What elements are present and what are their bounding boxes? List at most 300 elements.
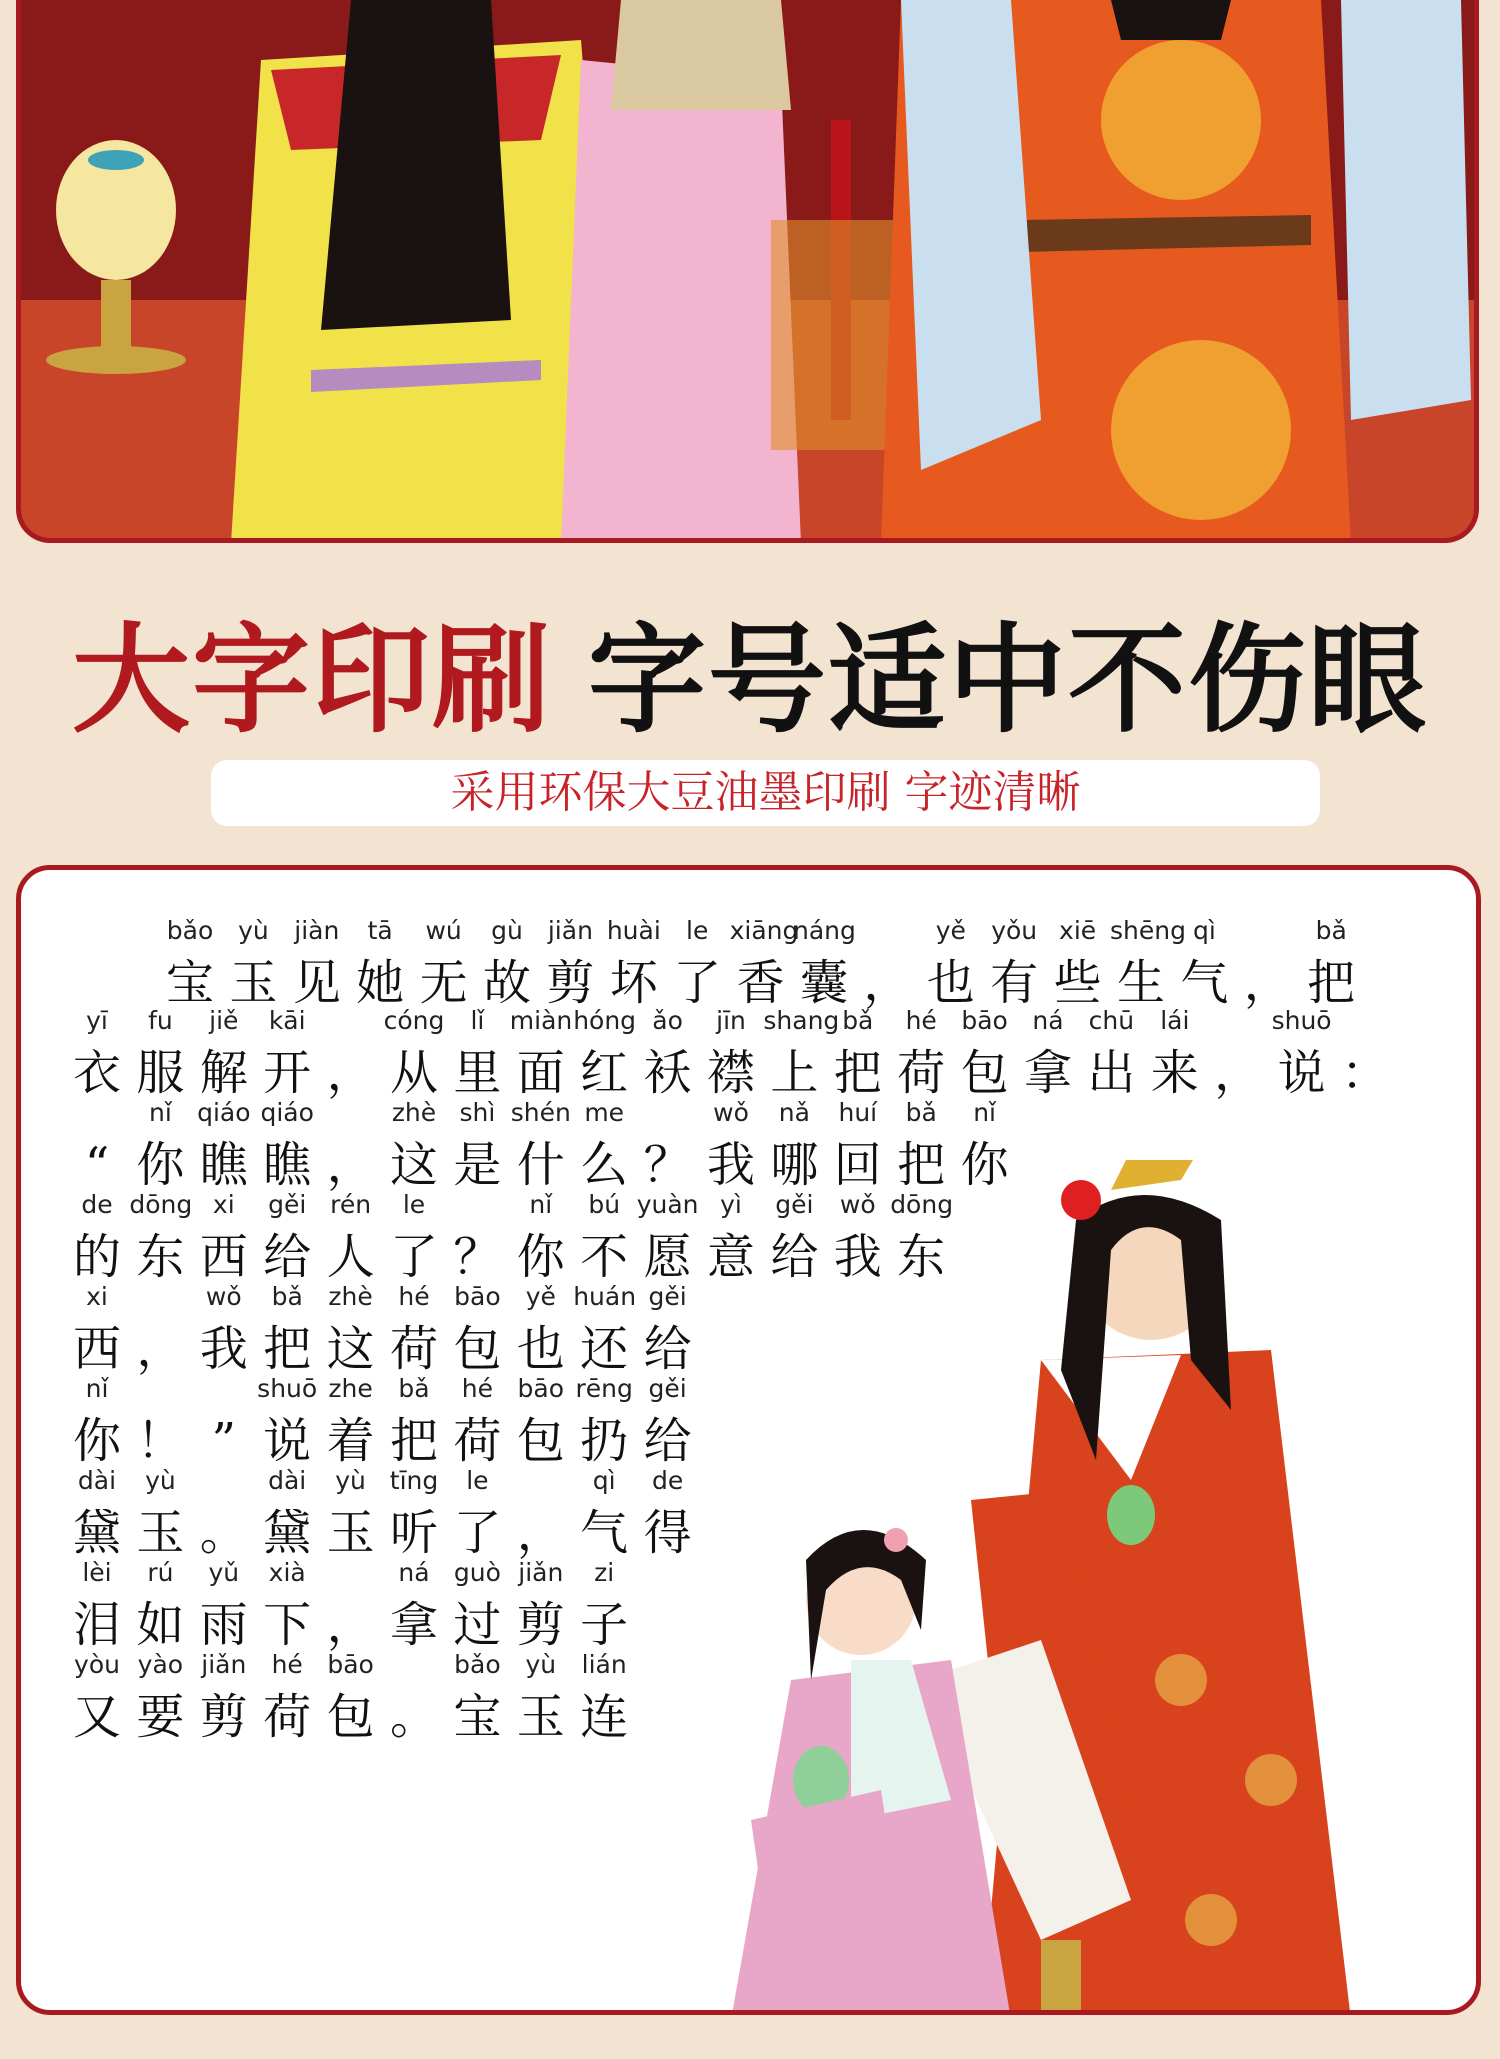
hanzi: ， bbox=[326, 1137, 375, 1193]
hanzi-with-pinyin bbox=[827, 1184, 889, 1288]
pinyin: yě bbox=[935, 916, 966, 945]
hanzi: 也 bbox=[516, 1321, 565, 1377]
hanzi-with-pinyin bbox=[763, 1184, 825, 1288]
pinyin: xiē bbox=[1059, 916, 1097, 945]
hanzi: 雨 bbox=[199, 1597, 248, 1653]
pinyin: jiàn bbox=[294, 916, 340, 945]
hanzi: 东 bbox=[136, 1229, 185, 1285]
hanzi: 连 bbox=[580, 1689, 629, 1745]
pinyin: hé bbox=[461, 1374, 493, 1403]
pinyin: jīn bbox=[716, 1006, 746, 1035]
hanzi-with-pinyin bbox=[573, 1552, 635, 1656]
hanzi: 剪 bbox=[199, 1689, 248, 1745]
hanzi-with-pinyin bbox=[476, 910, 538, 1014]
hanzi: 剪 bbox=[546, 955, 595, 1011]
hanzi: 扔 bbox=[580, 1413, 629, 1469]
pinyin bbox=[193, 1460, 255, 1502]
hanzi-with-pinyin bbox=[383, 1368, 445, 1472]
hanzi: ？ bbox=[453, 1229, 502, 1285]
hanzi-with-pinyin bbox=[729, 910, 799, 1014]
hanzi: 我 bbox=[199, 1321, 248, 1377]
pinyin bbox=[193, 1368, 255, 1410]
hanzi-with-pinyin bbox=[66, 1276, 128, 1380]
hanzi-with-pinyin bbox=[129, 1644, 191, 1748]
hanzi-with-pinyin bbox=[573, 1460, 635, 1564]
hanzi-with-pinyin bbox=[637, 1460, 699, 1564]
hanzi: 要 bbox=[136, 1689, 185, 1745]
pinyin: lǐ bbox=[470, 1006, 485, 1035]
pinyin bbox=[1334, 1000, 1396, 1042]
hanzi-with-pinyin bbox=[222, 910, 284, 1014]
pinyin: shēng bbox=[1110, 916, 1186, 945]
hanzi: 衣 bbox=[72, 1045, 121, 1101]
hanzi: ： bbox=[1340, 1045, 1389, 1101]
hanzi: 来 bbox=[1150, 1045, 1199, 1101]
hanzi: 面 bbox=[516, 1045, 565, 1101]
hanzi-with-pinyin bbox=[256, 1092, 318, 1196]
hanzi-with-pinyin bbox=[129, 1092, 191, 1196]
top-illustration bbox=[16, 0, 1479, 543]
hanzi: 我 bbox=[833, 1229, 882, 1285]
headline-red-part: 大字印刷 bbox=[71, 611, 552, 749]
hanzi: 坏 bbox=[609, 955, 658, 1011]
hanzi: 把 bbox=[1307, 955, 1356, 1011]
hanzi: 又 bbox=[72, 1689, 121, 1745]
hanzi: ！ bbox=[136, 1413, 185, 1469]
hanzi-with-pinyin bbox=[129, 1460, 191, 1564]
hanzi: 这 bbox=[389, 1137, 438, 1193]
hanzi: 黛 bbox=[72, 1505, 121, 1561]
pinyin: fu bbox=[148, 1006, 173, 1035]
pinyin: nǐ bbox=[85, 1374, 109, 1403]
hanzi: 她 bbox=[356, 955, 405, 1011]
hanzi: 从 bbox=[389, 1045, 438, 1101]
hanzi: 得 bbox=[643, 1505, 692, 1561]
hanzi-with-pinyin bbox=[66, 1644, 128, 1748]
hanzi: 解 bbox=[199, 1045, 248, 1101]
pinyin: ǎo bbox=[652, 1006, 683, 1035]
hanzi-with-pinyin bbox=[129, 1552, 191, 1656]
hanzi: 开 bbox=[263, 1045, 312, 1101]
hanzi-with-pinyin bbox=[510, 1644, 572, 1748]
hanzi: 西 bbox=[72, 1321, 121, 1377]
pinyin: bāo bbox=[961, 1006, 1008, 1035]
pinyin: xi bbox=[212, 1190, 235, 1219]
hanzi: 哪 bbox=[770, 1137, 819, 1193]
hanzi-with-pinyin bbox=[637, 1276, 699, 1380]
hanzi-with-pinyin bbox=[573, 1276, 635, 1380]
hanzi: 是 bbox=[453, 1137, 502, 1193]
pinyin: hé bbox=[271, 1650, 303, 1679]
hanzi-with-pinyin bbox=[954, 1092, 1016, 1196]
pinyin: xiāng bbox=[729, 916, 799, 945]
pinyin: tīng bbox=[389, 1466, 439, 1495]
hanzi: ， bbox=[326, 1597, 375, 1653]
hanzi-with-pinyin bbox=[1300, 910, 1362, 1014]
pinyin: zhè bbox=[328, 1282, 373, 1311]
pinyin: yǒu bbox=[991, 916, 1038, 945]
pinyin: xi bbox=[86, 1282, 108, 1311]
pinyin: huí bbox=[838, 1098, 878, 1127]
pinyin: yì bbox=[720, 1190, 742, 1219]
hanzi: 听 bbox=[389, 1505, 438, 1561]
hanzi-with-pinyin bbox=[1207, 1000, 1269, 1104]
pinyin: shì bbox=[459, 1098, 496, 1127]
pinyin: hóng bbox=[573, 1006, 637, 1035]
hanzi-with-pinyin bbox=[193, 1184, 255, 1288]
pinyin: zi bbox=[594, 1558, 615, 1587]
subtitle-pill: 采用环保大豆油墨印刷 字迹清晰 bbox=[211, 760, 1320, 826]
hanzi-with-pinyin bbox=[383, 1184, 445, 1288]
pinyin: shén bbox=[510, 1098, 571, 1127]
hanzi-with-pinyin bbox=[320, 1368, 382, 1472]
hanzi: 玉 bbox=[229, 955, 278, 1011]
hanzi-with-pinyin bbox=[1173, 910, 1235, 1014]
hanzi-with-pinyin bbox=[383, 1460, 445, 1564]
hanzi-with-pinyin bbox=[637, 1368, 699, 1472]
pinyin: huài bbox=[606, 916, 661, 945]
hanzi: 玉 bbox=[516, 1689, 565, 1745]
hanzi: ？ bbox=[643, 1137, 692, 1193]
hanzi-with-pinyin bbox=[573, 1184, 635, 1288]
pinyin bbox=[66, 1092, 128, 1134]
headline bbox=[0, 611, 1500, 749]
hanzi: 拿 bbox=[389, 1597, 438, 1653]
hanzi-with-pinyin bbox=[637, 1092, 699, 1196]
hanzi: ， bbox=[1214, 1045, 1263, 1101]
hanzi-with-pinyin bbox=[193, 1276, 255, 1380]
hanzi-with-pinyin bbox=[349, 910, 411, 1014]
hanzi-with-pinyin bbox=[890, 1184, 952, 1288]
hanzi-with-pinyin bbox=[446, 1552, 508, 1656]
pinyin: rēng bbox=[575, 1374, 633, 1403]
hanzi-with-pinyin bbox=[793, 910, 855, 1014]
pinyin bbox=[637, 1092, 699, 1134]
pinyin: cóng bbox=[383, 1006, 445, 1035]
hanzi-with-pinyin bbox=[66, 1000, 128, 1104]
hanzi: 瞧 bbox=[199, 1137, 248, 1193]
hanzi: 里 bbox=[453, 1045, 502, 1101]
hanzi-with-pinyin bbox=[700, 1184, 762, 1288]
hanzi-with-pinyin bbox=[827, 1092, 889, 1196]
hanzi-with-pinyin bbox=[66, 1184, 128, 1288]
pinyin: ná bbox=[398, 1558, 430, 1587]
hanzi-with-pinyin bbox=[383, 1276, 445, 1380]
pinyin: le bbox=[686, 916, 709, 945]
pinyin: le bbox=[402, 1190, 426, 1219]
pinyin: jiǎn bbox=[201, 1650, 247, 1679]
pinyin: wǒ bbox=[839, 1190, 876, 1219]
hanzi-with-pinyin bbox=[383, 1644, 445, 1748]
pinyin: nǐ bbox=[973, 1098, 996, 1127]
hanzi-with-pinyin bbox=[856, 910, 918, 1014]
hanzi: 荷 bbox=[263, 1689, 312, 1745]
hanzi: 着 bbox=[326, 1413, 375, 1469]
hanzi-with-pinyin bbox=[763, 1092, 825, 1196]
pinyin: bǎ bbox=[398, 1374, 430, 1403]
pinyin: lèi bbox=[82, 1558, 112, 1587]
hanzi-with-pinyin bbox=[827, 1000, 889, 1104]
hanzi: 下 bbox=[263, 1597, 312, 1653]
pinyin: dōng bbox=[129, 1190, 193, 1219]
pinyin: tā bbox=[367, 916, 393, 945]
hanzi-with-pinyin bbox=[320, 1552, 382, 1656]
hanzi: 了 bbox=[389, 1229, 438, 1285]
pinyin: hé bbox=[905, 1006, 937, 1035]
hanzi-with-pinyin bbox=[129, 1000, 191, 1104]
hanzi-with-pinyin bbox=[320, 1184, 382, 1288]
pinyin: qiáo bbox=[197, 1098, 251, 1127]
hanzi: 红 bbox=[580, 1045, 629, 1101]
hanzi-with-pinyin bbox=[256, 1460, 318, 1564]
hanzi: 子 bbox=[580, 1597, 629, 1653]
pinyin: kāi bbox=[268, 1006, 306, 1035]
hanzi-with-pinyin bbox=[573, 1368, 635, 1472]
hanzi-with-pinyin bbox=[446, 1184, 508, 1288]
pinyin: xià bbox=[268, 1558, 306, 1587]
pinyin: bāo bbox=[454, 1282, 501, 1311]
hanzi: 玉 bbox=[326, 1505, 375, 1561]
hanzi-with-pinyin bbox=[193, 1644, 255, 1748]
hanzi-with-pinyin bbox=[320, 1460, 382, 1564]
hanzi-with-pinyin bbox=[320, 1644, 382, 1748]
hanzi-with-pinyin bbox=[256, 1184, 318, 1288]
pinyin: bǎ bbox=[271, 1282, 303, 1311]
pinyin: chū bbox=[1088, 1006, 1135, 1035]
hanzi: ” bbox=[211, 1413, 237, 1469]
hanzi: 宝 bbox=[453, 1689, 502, 1745]
pinyin: nǐ bbox=[148, 1098, 172, 1127]
pinyin: bú bbox=[588, 1190, 621, 1219]
hanzi: 上 bbox=[770, 1045, 819, 1101]
hanzi: 我 bbox=[706, 1137, 755, 1193]
pinyin: bāo bbox=[327, 1650, 374, 1679]
hanzi-with-pinyin bbox=[413, 910, 475, 1014]
baoyu-daiyu-illustration bbox=[711, 1160, 1471, 2015]
pinyin bbox=[129, 1368, 191, 1410]
hanzi-with-pinyin bbox=[1047, 910, 1109, 1014]
hanzi: 出 bbox=[1087, 1045, 1136, 1101]
hanzi: 意 bbox=[706, 1229, 755, 1285]
pinyin: bǎo bbox=[166, 916, 214, 945]
pinyin: le bbox=[466, 1466, 489, 1495]
pinyin bbox=[129, 1276, 191, 1318]
pinyin: de bbox=[651, 1466, 684, 1495]
pinyin: gěi bbox=[268, 1190, 307, 1219]
hanzi-with-pinyin bbox=[129, 1368, 191, 1472]
hanzi-with-pinyin bbox=[573, 1000, 635, 1104]
hanzi-with-pinyin bbox=[603, 910, 665, 1014]
pinyin: bǎ bbox=[1315, 916, 1347, 945]
pinyin: yù bbox=[145, 1466, 176, 1495]
pinyin: rén bbox=[330, 1190, 372, 1219]
hanzi: 过 bbox=[453, 1597, 502, 1653]
hanzi-with-pinyin bbox=[890, 1092, 952, 1196]
pinyin: yǔ bbox=[208, 1558, 240, 1587]
hanzi-with-pinyin bbox=[256, 1644, 318, 1748]
hanzi-with-pinyin bbox=[510, 1184, 572, 1288]
hanzi: 包 bbox=[453, 1321, 502, 1377]
pinyin: shuō bbox=[257, 1374, 318, 1403]
hanzi-with-pinyin bbox=[256, 1368, 318, 1472]
pinyin: nǐ bbox=[529, 1190, 553, 1219]
hanzi-with-pinyin bbox=[700, 1000, 762, 1104]
hanzi: 了 bbox=[673, 955, 722, 1011]
hanzi-with-pinyin bbox=[256, 1276, 318, 1380]
hanzi: 了 bbox=[453, 1505, 502, 1561]
hanzi: 荷 bbox=[453, 1413, 502, 1469]
pinyin: shang bbox=[763, 1006, 840, 1035]
pinyin bbox=[383, 1644, 445, 1686]
hanzi-with-pinyin bbox=[763, 1000, 840, 1104]
pinyin: shuō bbox=[1271, 1006, 1332, 1035]
hanzi-with-pinyin bbox=[446, 1368, 508, 1472]
pinyin bbox=[320, 1092, 382, 1134]
hanzi-with-pinyin bbox=[539, 910, 601, 1014]
hanzi-with-pinyin bbox=[129, 1276, 191, 1380]
hanzi: 袄 bbox=[643, 1045, 692, 1101]
hanzi-with-pinyin bbox=[510, 1552, 572, 1656]
hanzi: 服 bbox=[136, 1045, 185, 1101]
hanzi-with-pinyin bbox=[510, 1000, 572, 1104]
hanzi-with-pinyin bbox=[446, 1644, 508, 1748]
hanzi-with-pinyin bbox=[66, 1368, 128, 1472]
hanzi: “ bbox=[84, 1137, 110, 1193]
hanzi-with-pinyin bbox=[1237, 910, 1299, 1014]
pinyin bbox=[1237, 910, 1299, 952]
hanzi: 。 bbox=[199, 1505, 248, 1561]
palace-scene-illustration bbox=[21, 0, 1479, 543]
hanzi-with-pinyin bbox=[320, 1000, 382, 1104]
pinyin: jiǎn bbox=[518, 1558, 564, 1587]
hanzi-with-pinyin bbox=[446, 1000, 508, 1104]
hanzi: 无 bbox=[419, 955, 468, 1011]
hanzi-with-pinyin bbox=[954, 1000, 1016, 1104]
hanzi-with-pinyin bbox=[573, 1644, 635, 1748]
hanzi: 囊 bbox=[799, 955, 848, 1011]
hanzi-with-pinyin bbox=[510, 1092, 572, 1196]
pinyin: de bbox=[81, 1190, 113, 1219]
hanzi-with-pinyin bbox=[256, 1000, 318, 1104]
hanzi-with-pinyin bbox=[159, 910, 221, 1014]
pinyin: me bbox=[584, 1098, 625, 1127]
hanzi: 泪 bbox=[72, 1597, 121, 1653]
hanzi: 还 bbox=[580, 1321, 629, 1377]
hanzi-with-pinyin bbox=[193, 1460, 255, 1564]
pinyin bbox=[320, 1000, 382, 1042]
hanzi: 给 bbox=[643, 1413, 692, 1469]
pinyin bbox=[856, 910, 918, 952]
headline-black-part: 字号适中不伤眼 bbox=[588, 611, 1429, 749]
hanzi-with-pinyin bbox=[666, 910, 728, 1014]
pinyin bbox=[320, 1552, 382, 1594]
pinyin: gěi bbox=[648, 1374, 687, 1403]
hanzi: 回 bbox=[833, 1137, 882, 1193]
hanzi: 包 bbox=[326, 1689, 375, 1745]
pinyin: hé bbox=[398, 1282, 430, 1311]
hanzi-with-pinyin bbox=[320, 1092, 382, 1196]
hanzi-with-pinyin bbox=[1110, 910, 1186, 1014]
pinyin: gěi bbox=[775, 1190, 814, 1219]
hanzi: 你 bbox=[960, 1137, 1009, 1193]
pinyin: rú bbox=[147, 1558, 174, 1587]
hanzi-with-pinyin bbox=[637, 1184, 699, 1288]
hanzi-with-pinyin bbox=[193, 1092, 255, 1196]
pinyin: miàn bbox=[509, 1006, 573, 1035]
hanzi: 把 bbox=[389, 1413, 438, 1469]
hanzi-with-pinyin bbox=[193, 1368, 255, 1472]
pinyin: wǒ bbox=[205, 1282, 242, 1311]
hanzi: 包 bbox=[516, 1413, 565, 1469]
hanzi: 宝 bbox=[165, 955, 214, 1011]
pinyin: bǎ bbox=[842, 1006, 874, 1035]
hanzi: ， bbox=[326, 1045, 375, 1101]
hanzi: 这 bbox=[326, 1321, 375, 1377]
hanzi: 故 bbox=[482, 955, 531, 1011]
hanzi: 剪 bbox=[516, 1597, 565, 1653]
hanzi: 气 bbox=[1180, 955, 1229, 1011]
hanzi: 你 bbox=[516, 1229, 565, 1285]
hanzi: 给 bbox=[263, 1229, 312, 1285]
hanzi-with-pinyin bbox=[66, 1460, 128, 1564]
pinyin: lián bbox=[581, 1650, 627, 1679]
hanzi-with-pinyin bbox=[129, 1184, 191, 1288]
hanzi: ， bbox=[136, 1321, 185, 1377]
pinyin: yuàn bbox=[636, 1190, 699, 1219]
hanzi: ， bbox=[516, 1505, 565, 1561]
hanzi: 不 bbox=[580, 1229, 629, 1285]
hanzi-with-pinyin bbox=[66, 1552, 128, 1656]
hanzi: 西 bbox=[199, 1229, 248, 1285]
hanzi-with-pinyin bbox=[193, 1000, 255, 1104]
pinyin: zhe bbox=[328, 1374, 373, 1403]
pinyin: qì bbox=[592, 1466, 616, 1495]
pinyin bbox=[446, 1184, 508, 1226]
hanzi: 把 bbox=[833, 1045, 882, 1101]
hanzi-with-pinyin bbox=[700, 1092, 762, 1196]
pinyin: wú bbox=[425, 916, 462, 945]
hanzi: 说 bbox=[1277, 1045, 1326, 1101]
hanzi-with-pinyin bbox=[256, 1552, 318, 1656]
pinyin: gěi bbox=[648, 1282, 687, 1311]
pinyin: jiǎn bbox=[547, 916, 593, 945]
pinyin: wǒ bbox=[713, 1098, 749, 1127]
hanzi-with-pinyin bbox=[193, 1552, 255, 1656]
hanzi-with-pinyin bbox=[510, 1276, 572, 1380]
hanzi: 人 bbox=[326, 1229, 375, 1285]
pinyin bbox=[510, 1460, 572, 1502]
hanzi: ， bbox=[1243, 955, 1292, 1011]
hanzi-with-pinyin bbox=[383, 1000, 445, 1104]
hanzi: 包 bbox=[960, 1045, 1009, 1101]
hanzi: 东 bbox=[897, 1229, 946, 1285]
pinyin-text-card bbox=[16, 865, 1481, 2015]
pinyin: yù bbox=[335, 1466, 366, 1495]
pinyin: nǎ bbox=[778, 1098, 810, 1127]
hanzi: 荷 bbox=[389, 1321, 438, 1377]
pinyin: yào bbox=[137, 1650, 184, 1679]
hanzi: 么 bbox=[580, 1137, 629, 1193]
pinyin: yù bbox=[525, 1650, 557, 1679]
hanzi-with-pinyin bbox=[510, 1368, 572, 1472]
hanzi: 气 bbox=[580, 1505, 629, 1561]
hanzi-with-pinyin bbox=[446, 1460, 508, 1564]
hanzi: 生 bbox=[1116, 955, 1165, 1011]
hanzi: 给 bbox=[770, 1229, 819, 1285]
hanzi: 黛 bbox=[263, 1505, 312, 1561]
pinyin: dài bbox=[268, 1466, 307, 1495]
pinyin: yī bbox=[86, 1006, 108, 1035]
